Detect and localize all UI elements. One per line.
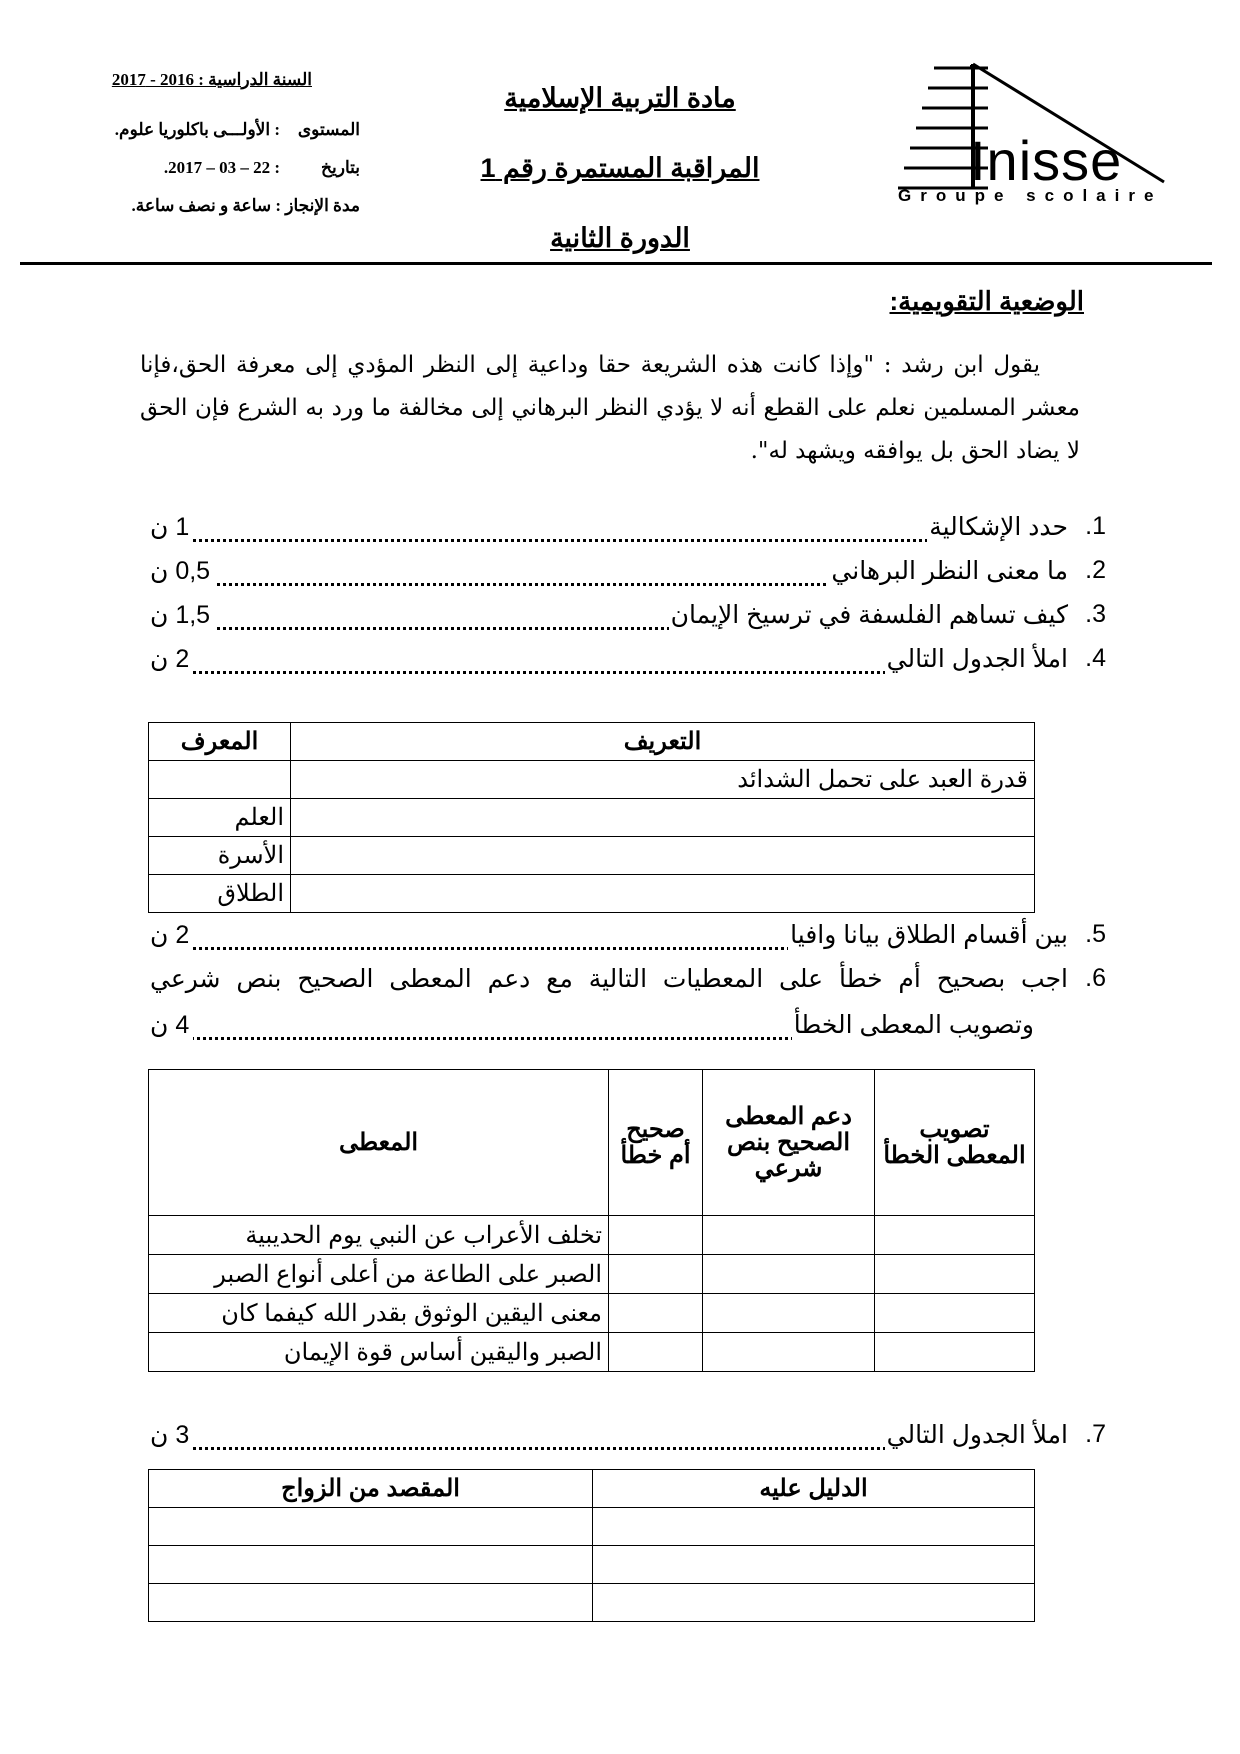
quote-paragraph: يقول ابن رشد : "وإذا كانت هذه الشريعة حقا وداعية إلى النظر المؤدي إلى معرفة الحق،فإنا معشر المسلمين نعلم على القطع أنه لا يؤدي النظر البرهاني إلى مخالفة ما ورد به الشرع فإن الحق لا يضاد الحق بل يوافقه ويشهد له". (140, 352, 1080, 464)
table-header: المعطى (149, 1070, 609, 1216)
table-cell (703, 1333, 875, 1372)
question-text-continued: وتصويب المعطى الخطأ (793, 1011, 1034, 1039)
table-cell (609, 1294, 703, 1333)
level-label: المستوى (297, 120, 360, 139)
table-cell (609, 1216, 703, 1255)
date-label: بتاريخ (321, 158, 360, 177)
question-6 (150, 964, 1106, 1004)
question-number: .1 (1085, 512, 1106, 540)
table-cell (149, 1546, 593, 1584)
session-title: الدورة الثانية (550, 223, 690, 253)
logo (898, 60, 1188, 210)
question-6-continued (150, 1010, 1034, 1050)
section-title: الوضعية التقويمية: (889, 286, 1084, 316)
question-score: 4 ن (150, 1010, 193, 1040)
table-header: صحيح أم خطأ (609, 1070, 703, 1216)
table-cell (593, 1584, 1035, 1622)
table-cell: الطلاق (149, 875, 291, 913)
table-cell: تخلف الأعراب عن النبي يوم الحديبية (149, 1216, 609, 1255)
true-false-table (148, 1069, 1035, 1372)
header-divider (20, 262, 1212, 265)
question-score: 2 ن (150, 644, 193, 674)
table-cell (593, 1508, 1035, 1546)
table-cell (875, 1333, 1035, 1372)
question-score: 2 ن (150, 920, 193, 950)
question-number: .3 (1085, 600, 1106, 628)
header-info (40, 60, 360, 220)
question-2 (150, 556, 1106, 596)
marriage-purpose-table (148, 1469, 1035, 1622)
question-4 (150, 644, 1106, 684)
table-header: تصويب المعطى الخطأ (875, 1070, 1035, 1216)
question-number: .5 (1085, 920, 1106, 948)
table-cell (609, 1255, 703, 1294)
question-text: املأ الجدول التالي (886, 1421, 1068, 1449)
table-cell: معنى اليقين الوثوق بقدر الله كيفما كان (149, 1294, 609, 1333)
table-cell (703, 1255, 875, 1294)
table-cell: الصبر واليقين أساس قوة الإيمان (149, 1333, 609, 1372)
question-text: بين أقسام الطلاق بيانا وافيا (790, 921, 1068, 949)
duration: مدة الإنجاز : ساعة و نصف ساعة. (131, 196, 360, 215)
question-score: 1,5 ن (150, 600, 214, 630)
definitions-table (148, 722, 1035, 913)
logo-subtitle: Groupe scolaire (898, 186, 1163, 205)
question-number: .2 (1085, 556, 1106, 584)
level-value: : الأولـــى باكلوريا علوم. (114, 120, 280, 139)
table-cell: العلم (149, 799, 291, 837)
exam-title: المراقبة المستمرة رقم 1 (480, 153, 760, 183)
question-number: .7 (1085, 1420, 1106, 1448)
question-3 (150, 600, 1106, 640)
table-cell (149, 1508, 593, 1546)
question-score: 1 ن (150, 512, 193, 542)
question-number: .6 (1085, 964, 1106, 992)
table-cell (703, 1294, 875, 1333)
question-text: حدد الإشكالية (929, 513, 1068, 541)
question-text: املأ الجدول التالي (886, 645, 1068, 673)
table-cell (291, 875, 1035, 913)
question-7 (150, 1420, 1106, 1460)
question-score: 3 ن (150, 1420, 193, 1450)
date-value: : 22 – 03 – 2017. (163, 158, 280, 177)
logo-name: Inisse (970, 129, 1123, 192)
question-1 (150, 512, 1106, 552)
question-text: كيف تساهم الفلسفة في ترسيخ الإيمان (670, 601, 1068, 629)
question-text: ما معنى النظر البرهاني (831, 557, 1068, 585)
question-text: اجب بصحيح أم خطأ على المعطيات التالية مع دعم المعطى الصحيح بنص شرعي (150, 965, 1068, 993)
table-header: المعرف (149, 723, 291, 761)
subject-title: مادة التربية الإسلامية (504, 83, 736, 113)
table-cell (593, 1546, 1035, 1584)
table-cell (875, 1216, 1035, 1255)
table-header: الدليل عليه (593, 1470, 1035, 1508)
table-cell (149, 761, 291, 799)
table-cell: الأسرة (149, 837, 291, 875)
table-cell: الصبر على الطاعة من أعلى أنواع الصبر (149, 1255, 609, 1294)
question-score: 0,5 ن (150, 556, 214, 586)
table-cell (609, 1333, 703, 1372)
table-header: دعم المعطى الصحيح بنص شرعي (703, 1070, 875, 1216)
table-cell (703, 1216, 875, 1255)
school-year: السنة الدراسية : 2016 - 2017 (111, 70, 312, 89)
table-cell (875, 1294, 1035, 1333)
table-header: المقصد من الزواج (149, 1470, 593, 1508)
table-cell (875, 1255, 1035, 1294)
table-cell (291, 799, 1035, 837)
question-5 (150, 920, 1106, 960)
question-number: .4 (1085, 644, 1106, 672)
table-cell (149, 1584, 593, 1622)
table-cell: قدرة العبد على تحمل الشدائد (291, 761, 1035, 799)
table-header: التعريف (291, 723, 1035, 761)
table-cell (291, 837, 1035, 875)
